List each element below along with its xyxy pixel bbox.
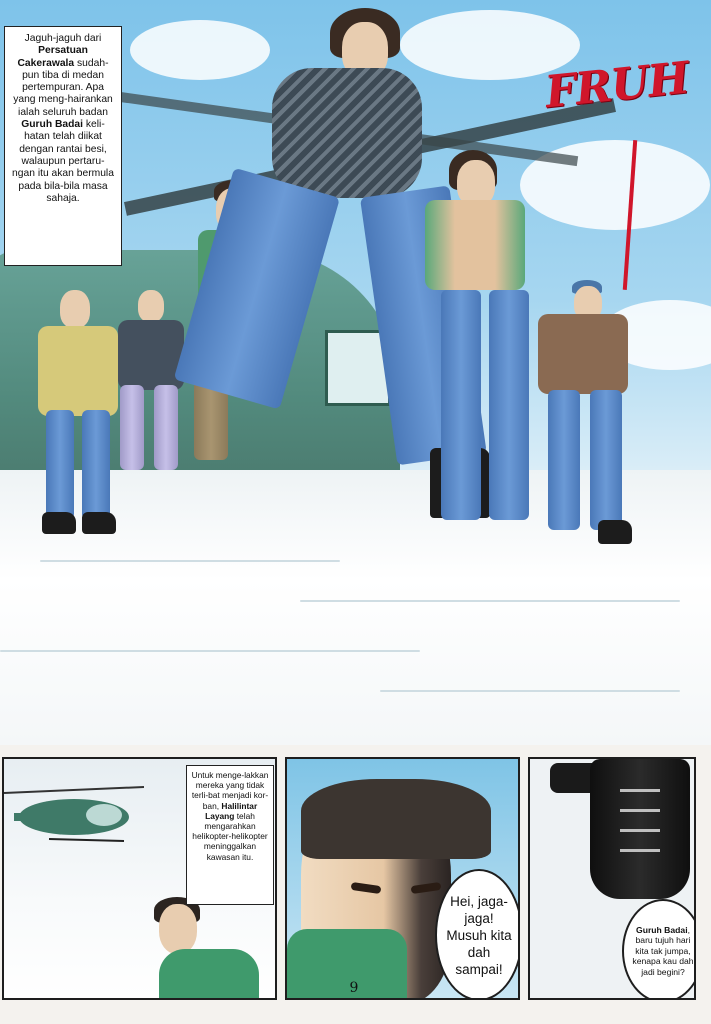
panel-boots <box>528 757 696 1000</box>
speech-bubble-warning: Hei, jaga-jaga! Musuh kita dah sampai! <box>435 869 520 1000</box>
boot-lace <box>620 789 660 792</box>
panel-helicopter <box>2 757 277 1000</box>
man-body <box>159 949 259 1000</box>
fighter-figure <box>528 280 638 550</box>
eye <box>351 882 382 894</box>
boot-lace <box>620 849 660 852</box>
page-number: 9 <box>349 980 359 996</box>
eye <box>411 882 442 894</box>
boot-lace <box>620 809 660 812</box>
narration-caption-helicopter: Untuk menge-lakkan mereka yang tidak terli-bat menjadi kor-ban, Halilintar Layang telah mengarahkan helikopter-helikopter meninggalkan kawasan itu. <box>186 765 274 905</box>
fighter-figure <box>112 290 192 480</box>
boot-lace <box>620 829 660 832</box>
hair <box>301 779 491 859</box>
sound-effect: FRUH <box>542 52 692 119</box>
man-head <box>159 904 197 954</box>
panel-closeup-face <box>285 757 520 1000</box>
speech-bubble-guruh: Guruh Badai, baru tujuh hari kita tak jumpa, kenapa kau dah jadi begini? <box>622 899 696 1000</box>
narration-caption-main: Jaguh-jaguh dari Persatuan Cakerawala sudah-pun tiba di medan pertempuran. Apa yang meng-hairankan ialah seluruh badan Guruh Badai keli-hatan telah diikat dengan rantai besi, walaupun pertaru-ngan itu akan bermula pada bila-bila masa sahaja. <box>4 26 122 266</box>
fighter-figure <box>405 150 545 540</box>
helicopter-illustration <box>4 779 144 849</box>
